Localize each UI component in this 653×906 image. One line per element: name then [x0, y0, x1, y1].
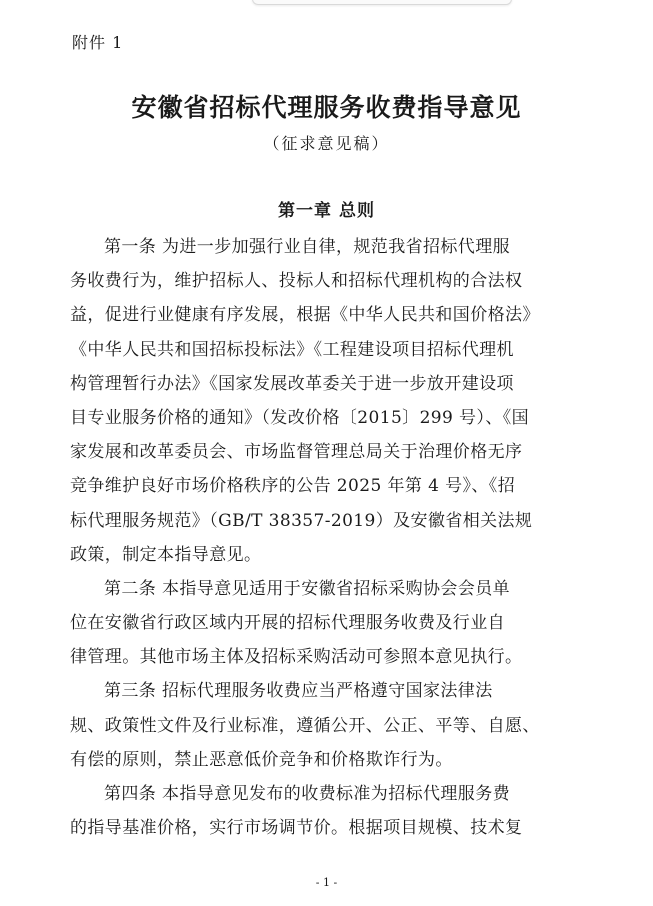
article-1-line-4: 《中华人民共和国招标投标法》《工程建设项目招标代理机: [70, 339, 514, 360]
article-1-line-7: 家发展和改革委员会、市场监督管理总局关于治理价格无序: [70, 442, 523, 463]
article-4-line-1: 第四条 本指导意见发布的收费标准为招标代理服务费: [104, 784, 511, 804]
article-1-line-10: 政策，制定本指导意见。: [70, 544, 262, 565]
top-window-tab: [252, 0, 512, 5]
article-3-line-3: 有偿的原则，禁止恶意低价竞争和价格欺诈行为。: [70, 749, 453, 770]
article-1-line-9: 标代理服务规范》（GB/T 38357-2019）及安徽省相关法规: [70, 510, 533, 531]
article-1-line-5: 构管理暂行办法》《国家发展改革委关于进一步放开建设项: [70, 373, 514, 394]
article-4-line-2: 的指导基准价格，实行市场调节价。根据项目规模、技术复: [70, 818, 523, 839]
article-1-line-1: 第一条 为进一步加强行业自律，规范我省招标代理服: [104, 237, 511, 257]
chapter-heading: 第一章 总则: [278, 201, 375, 221]
document-title: 安徽省招标代理服务收费指导意见: [131, 93, 522, 122]
document-subtitle: （征求意见稿）: [263, 134, 390, 153]
article-1-line-8: 竞争维护良好市场价格秩序的公告 2025 年第 4 号》、《招: [70, 476, 516, 497]
article-2-line-2: 位在安徽省行政区域内开展的招标代理服务收费及行业自: [70, 613, 505, 634]
article-1-line-2: 务收费行为，维护招标人、投标人和招标代理机构的合法权: [70, 271, 523, 292]
article-2-line-1: 第二条 本指导意见适用于安徽省招标采购协会会员单: [104, 578, 511, 599]
article-3-line-1: 第三条 招标代理服务收费应当严格遵守国家法律法: [104, 681, 493, 702]
article-1-line-6: 目专业服务价格的通知》（发改价格〔2015〕299 号）、《国: [70, 407, 530, 428]
article-3-line-2: 规、政策性文件及行业标准，遵循公开、公正、平等、自愿、: [70, 715, 540, 736]
attachment-label: 附件 1: [72, 33, 124, 52]
page-number: - 1 -: [315, 876, 338, 889]
article-2-line-3: 律管理。其他市场主体及招标采购活动可参照本意见执行。: [70, 647, 523, 668]
article-1-line-3: 益，促进行业健康有序发展，根据《中华人民共和国价格法》: [70, 305, 540, 326]
document-body: [70, 230, 590, 845]
